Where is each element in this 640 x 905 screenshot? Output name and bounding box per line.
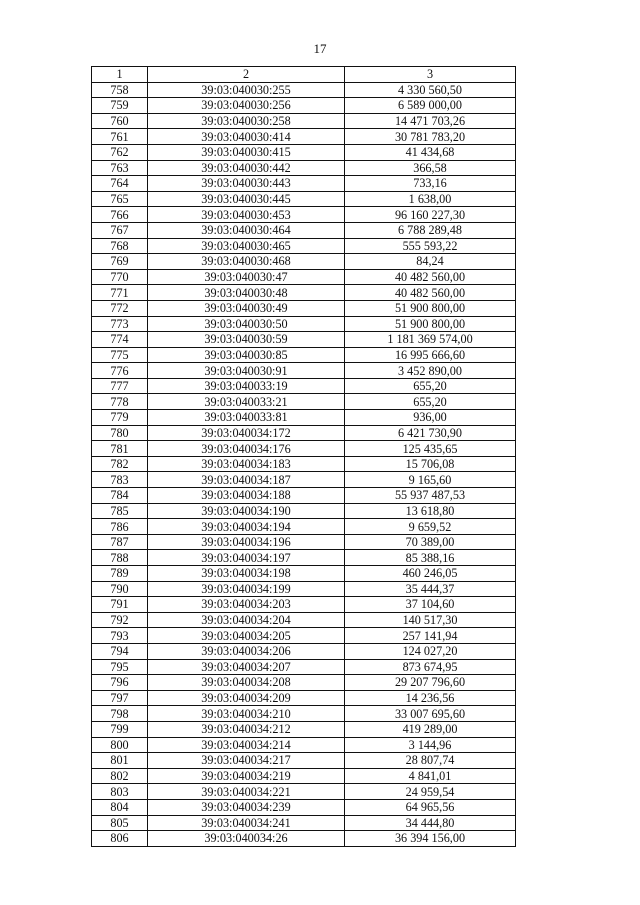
row-number-cell: 799	[92, 721, 148, 737]
value-cell: 24 959,54	[345, 784, 516, 800]
cadastral-id-cell: 39:03:040034:172	[148, 425, 345, 441]
row-number-cell: 760	[92, 113, 148, 129]
cadastral-id-cell: 39:03:040034:176	[148, 441, 345, 457]
row-number-cell: 803	[92, 784, 148, 800]
cadastral-id-cell: 39:03:040034:204	[148, 612, 345, 628]
table-row	[92, 207, 516, 223]
cadastral-id-cell: 39:03:040030:414	[148, 129, 345, 145]
cadastral-id-cell: 39:03:040030:256	[148, 98, 345, 114]
value-cell: 55 937 487,53	[345, 488, 516, 504]
cadastral-value-table	[91, 66, 516, 847]
value-cell: 4 330 560,50	[345, 82, 516, 98]
value-cell: 3 452 890,00	[345, 363, 516, 379]
row-number-cell: 767	[92, 222, 148, 238]
row-number-cell: 779	[92, 410, 148, 426]
table-row	[92, 254, 516, 270]
value-cell: 14 471 703,26	[345, 113, 516, 129]
row-number-cell: 778	[92, 394, 148, 410]
table-row	[92, 441, 516, 457]
table-row	[92, 425, 516, 441]
cadastral-id-cell: 39:03:040034:209	[148, 690, 345, 706]
cadastral-id-cell: 39:03:040034:26	[148, 831, 345, 847]
cadastral-id-cell: 39:03:040030:258	[148, 113, 345, 129]
value-cell: 51 900 800,00	[345, 316, 516, 332]
value-cell: 9 659,52	[345, 519, 516, 535]
cadastral-id-cell: 39:03:040034:219	[148, 768, 345, 784]
value-cell: 33 007 695,60	[345, 706, 516, 722]
value-cell: 1 181 369 574,00	[345, 332, 516, 348]
cadastral-id-cell: 39:03:040034:203	[148, 597, 345, 613]
cadastral-id-cell: 39:03:040034:239	[148, 799, 345, 815]
value-cell: 257 141,94	[345, 628, 516, 644]
cadastral-id-cell: 39:03:040034:197	[148, 550, 345, 566]
row-number-cell: 777	[92, 378, 148, 394]
table-row	[92, 316, 516, 332]
row-number-cell: 766	[92, 207, 148, 223]
value-cell: 84,24	[345, 254, 516, 270]
table-row	[92, 347, 516, 363]
cadastral-id-cell: 39:03:040030:59	[148, 332, 345, 348]
cadastral-id-cell: 39:03:040034:217	[148, 753, 345, 769]
row-number-cell: 773	[92, 316, 148, 332]
cadastral-id-cell: 39:03:040034:241	[148, 815, 345, 831]
cadastral-id-cell: 39:03:040030:468	[148, 254, 345, 270]
row-number-cell: 782	[92, 456, 148, 472]
row-number-cell: 761	[92, 129, 148, 145]
value-cell: 1 638,00	[345, 191, 516, 207]
table-row	[92, 269, 516, 285]
column-header-number: 1	[92, 67, 148, 83]
row-number-cell: 783	[92, 472, 148, 488]
table-row	[92, 222, 516, 238]
page-number: 17	[313, 41, 327, 56]
cadastral-id-cell: 39:03:040034:190	[148, 503, 345, 519]
cadastral-id-cell: 39:03:040034:208	[148, 675, 345, 691]
row-number-cell: 790	[92, 581, 148, 597]
value-cell: 366,58	[345, 160, 516, 176]
row-number-cell: 765	[92, 191, 148, 207]
value-cell: 36 394 156,00	[345, 831, 516, 847]
value-cell: 873 674,95	[345, 659, 516, 675]
cadastral-id-cell: 39:03:040030:465	[148, 238, 345, 254]
table-row	[92, 82, 516, 98]
table-row	[92, 799, 516, 815]
row-number-cell: 788	[92, 550, 148, 566]
table-row	[92, 581, 516, 597]
row-number-cell: 772	[92, 300, 148, 316]
table-row	[92, 753, 516, 769]
table-row	[92, 675, 516, 691]
row-number-cell: 762	[92, 144, 148, 160]
value-cell: 6 421 730,90	[345, 425, 516, 441]
table-row	[92, 550, 516, 566]
cadastral-id-cell: 39:03:040034:207	[148, 659, 345, 675]
cadastral-id-cell: 39:03:040030:443	[148, 176, 345, 192]
table-row	[92, 410, 516, 426]
table-row	[92, 238, 516, 254]
value-cell: 15 706,08	[345, 456, 516, 472]
value-cell: 14 236,56	[345, 690, 516, 706]
row-number-cell: 802	[92, 768, 148, 784]
cadastral-id-cell: 39:03:040033:81	[148, 410, 345, 426]
row-number-cell: 806	[92, 831, 148, 847]
row-number-cell: 793	[92, 628, 148, 644]
value-cell: 16 995 666,60	[345, 347, 516, 363]
table-row	[92, 378, 516, 394]
cadastral-id-cell: 39:03:040030:48	[148, 285, 345, 301]
table-row	[92, 628, 516, 644]
table-row	[92, 488, 516, 504]
cadastral-id-cell: 39:03:040034:188	[148, 488, 345, 504]
table-row	[92, 784, 516, 800]
table-row	[92, 332, 516, 348]
table-row	[92, 831, 516, 847]
column-header-cadastral-id: 2	[148, 67, 345, 83]
table-row	[92, 659, 516, 675]
row-number-cell: 787	[92, 534, 148, 550]
table-row	[92, 160, 516, 176]
cadastral-id-cell: 39:03:040034:210	[148, 706, 345, 722]
row-number-cell: 792	[92, 612, 148, 628]
cadastral-id-cell: 39:03:040034:194	[148, 519, 345, 535]
table-row	[92, 721, 516, 737]
value-cell: 51 900 800,00	[345, 300, 516, 316]
value-cell: 124 027,20	[345, 643, 516, 659]
cadastral-id-cell: 39:03:040034:199	[148, 581, 345, 597]
table-row	[92, 394, 516, 410]
value-cell: 85 388,16	[345, 550, 516, 566]
row-number-cell: 798	[92, 706, 148, 722]
table-body	[92, 82, 516, 846]
row-number-cell: 770	[92, 269, 148, 285]
table-row	[92, 285, 516, 301]
value-cell: 40 482 560,00	[345, 269, 516, 285]
value-cell: 34 444,80	[345, 815, 516, 831]
row-number-cell: 791	[92, 597, 148, 613]
row-number-cell: 801	[92, 753, 148, 769]
table-row	[92, 643, 516, 659]
value-cell: 733,16	[345, 176, 516, 192]
value-cell: 655,20	[345, 394, 516, 410]
row-number-cell: 780	[92, 425, 148, 441]
table-row	[92, 597, 516, 613]
row-number-cell: 758	[92, 82, 148, 98]
value-cell: 37 104,60	[345, 597, 516, 613]
row-number-cell: 784	[92, 488, 148, 504]
value-cell: 460 246,05	[345, 566, 516, 582]
value-cell: 41 434,68	[345, 144, 516, 160]
cadastral-id-cell: 39:03:040030:85	[148, 347, 345, 363]
table-row	[92, 737, 516, 753]
row-number-cell: 794	[92, 643, 148, 659]
cadastral-id-cell: 39:03:040034:187	[148, 472, 345, 488]
value-cell: 419 289,00	[345, 721, 516, 737]
table-row	[92, 176, 516, 192]
row-number-cell: 769	[92, 254, 148, 270]
cadastral-id-cell: 39:03:040034:205	[148, 628, 345, 644]
value-cell: 936,00	[345, 410, 516, 426]
table-row	[92, 768, 516, 784]
table-row	[92, 98, 516, 114]
table-row	[92, 566, 516, 582]
cadastral-id-cell: 39:03:040034:183	[148, 456, 345, 472]
row-number-cell: 771	[92, 285, 148, 301]
table-row	[92, 300, 516, 316]
row-number-cell: 776	[92, 363, 148, 379]
table-row	[92, 519, 516, 535]
row-number-cell: 804	[92, 799, 148, 815]
row-number-cell: 763	[92, 160, 148, 176]
value-cell: 28 807,74	[345, 753, 516, 769]
value-cell: 13 618,80	[345, 503, 516, 519]
value-cell: 3 144,96	[345, 737, 516, 753]
cadastral-id-cell: 39:03:040034:214	[148, 737, 345, 753]
cadastral-id-cell: 39:03:040034:198	[148, 566, 345, 582]
table-row	[92, 503, 516, 519]
row-number-cell: 800	[92, 737, 148, 753]
value-cell: 40 482 560,00	[345, 285, 516, 301]
table-row	[92, 363, 516, 379]
value-cell: 29 207 796,60	[345, 675, 516, 691]
cadastral-id-cell: 39:03:040030:49	[148, 300, 345, 316]
row-number-cell: 789	[92, 566, 148, 582]
table-row	[92, 144, 516, 160]
cadastral-id-cell: 39:03:040030:453	[148, 207, 345, 223]
row-number-cell: 796	[92, 675, 148, 691]
table-row	[92, 456, 516, 472]
cadastral-id-cell: 39:03:040030:47	[148, 269, 345, 285]
cadastral-id-cell: 39:03:040034:206	[148, 643, 345, 659]
value-cell: 140 517,30	[345, 612, 516, 628]
row-number-cell: 774	[92, 332, 148, 348]
cadastral-id-cell: 39:03:040030:255	[148, 82, 345, 98]
row-number-cell: 797	[92, 690, 148, 706]
value-cell: 4 841,01	[345, 768, 516, 784]
row-number-cell: 764	[92, 176, 148, 192]
value-cell: 35 444,37	[345, 581, 516, 597]
cadastral-id-cell: 39:03:040033:19	[148, 378, 345, 394]
table-row	[92, 113, 516, 129]
value-cell: 555 593,22	[345, 238, 516, 254]
value-cell: 6 589 000,00	[345, 98, 516, 114]
cadastral-id-cell: 39:03:040030:442	[148, 160, 345, 176]
table-row	[92, 706, 516, 722]
row-number-cell: 785	[92, 503, 148, 519]
cadastral-id-cell: 39:03:040030:464	[148, 222, 345, 238]
value-cell: 6 788 289,48	[345, 222, 516, 238]
row-number-cell: 759	[92, 98, 148, 114]
row-number-cell: 781	[92, 441, 148, 457]
cadastral-id-cell: 39:03:040034:212	[148, 721, 345, 737]
row-number-cell: 775	[92, 347, 148, 363]
table-row	[92, 690, 516, 706]
value-cell: 30 781 783,20	[345, 129, 516, 145]
value-cell: 96 160 227,30	[345, 207, 516, 223]
row-number-cell: 768	[92, 238, 148, 254]
value-cell: 70 389,00	[345, 534, 516, 550]
value-cell: 655,20	[345, 378, 516, 394]
row-number-cell: 795	[92, 659, 148, 675]
cadastral-id-cell: 39:03:040030:445	[148, 191, 345, 207]
cadastral-id-cell: 39:03:040034:196	[148, 534, 345, 550]
row-number-cell: 786	[92, 519, 148, 535]
table-row	[92, 534, 516, 550]
table-row	[92, 612, 516, 628]
cadastral-id-cell: 39:03:040033:21	[148, 394, 345, 410]
cadastral-id-cell: 39:03:040034:221	[148, 784, 345, 800]
value-cell: 64 965,56	[345, 799, 516, 815]
column-header-value: 3	[345, 67, 516, 83]
row-number-cell: 805	[92, 815, 148, 831]
table-row	[92, 129, 516, 145]
cadastral-id-cell: 39:03:040030:415	[148, 144, 345, 160]
cadastral-id-cell: 39:03:040030:91	[148, 363, 345, 379]
table-row	[92, 191, 516, 207]
value-cell: 125 435,65	[345, 441, 516, 457]
table-header-row	[92, 67, 516, 83]
value-cell: 9 165,60	[345, 472, 516, 488]
table-row	[92, 815, 516, 831]
cadastral-id-cell: 39:03:040030:50	[148, 316, 345, 332]
table-row	[92, 472, 516, 488]
